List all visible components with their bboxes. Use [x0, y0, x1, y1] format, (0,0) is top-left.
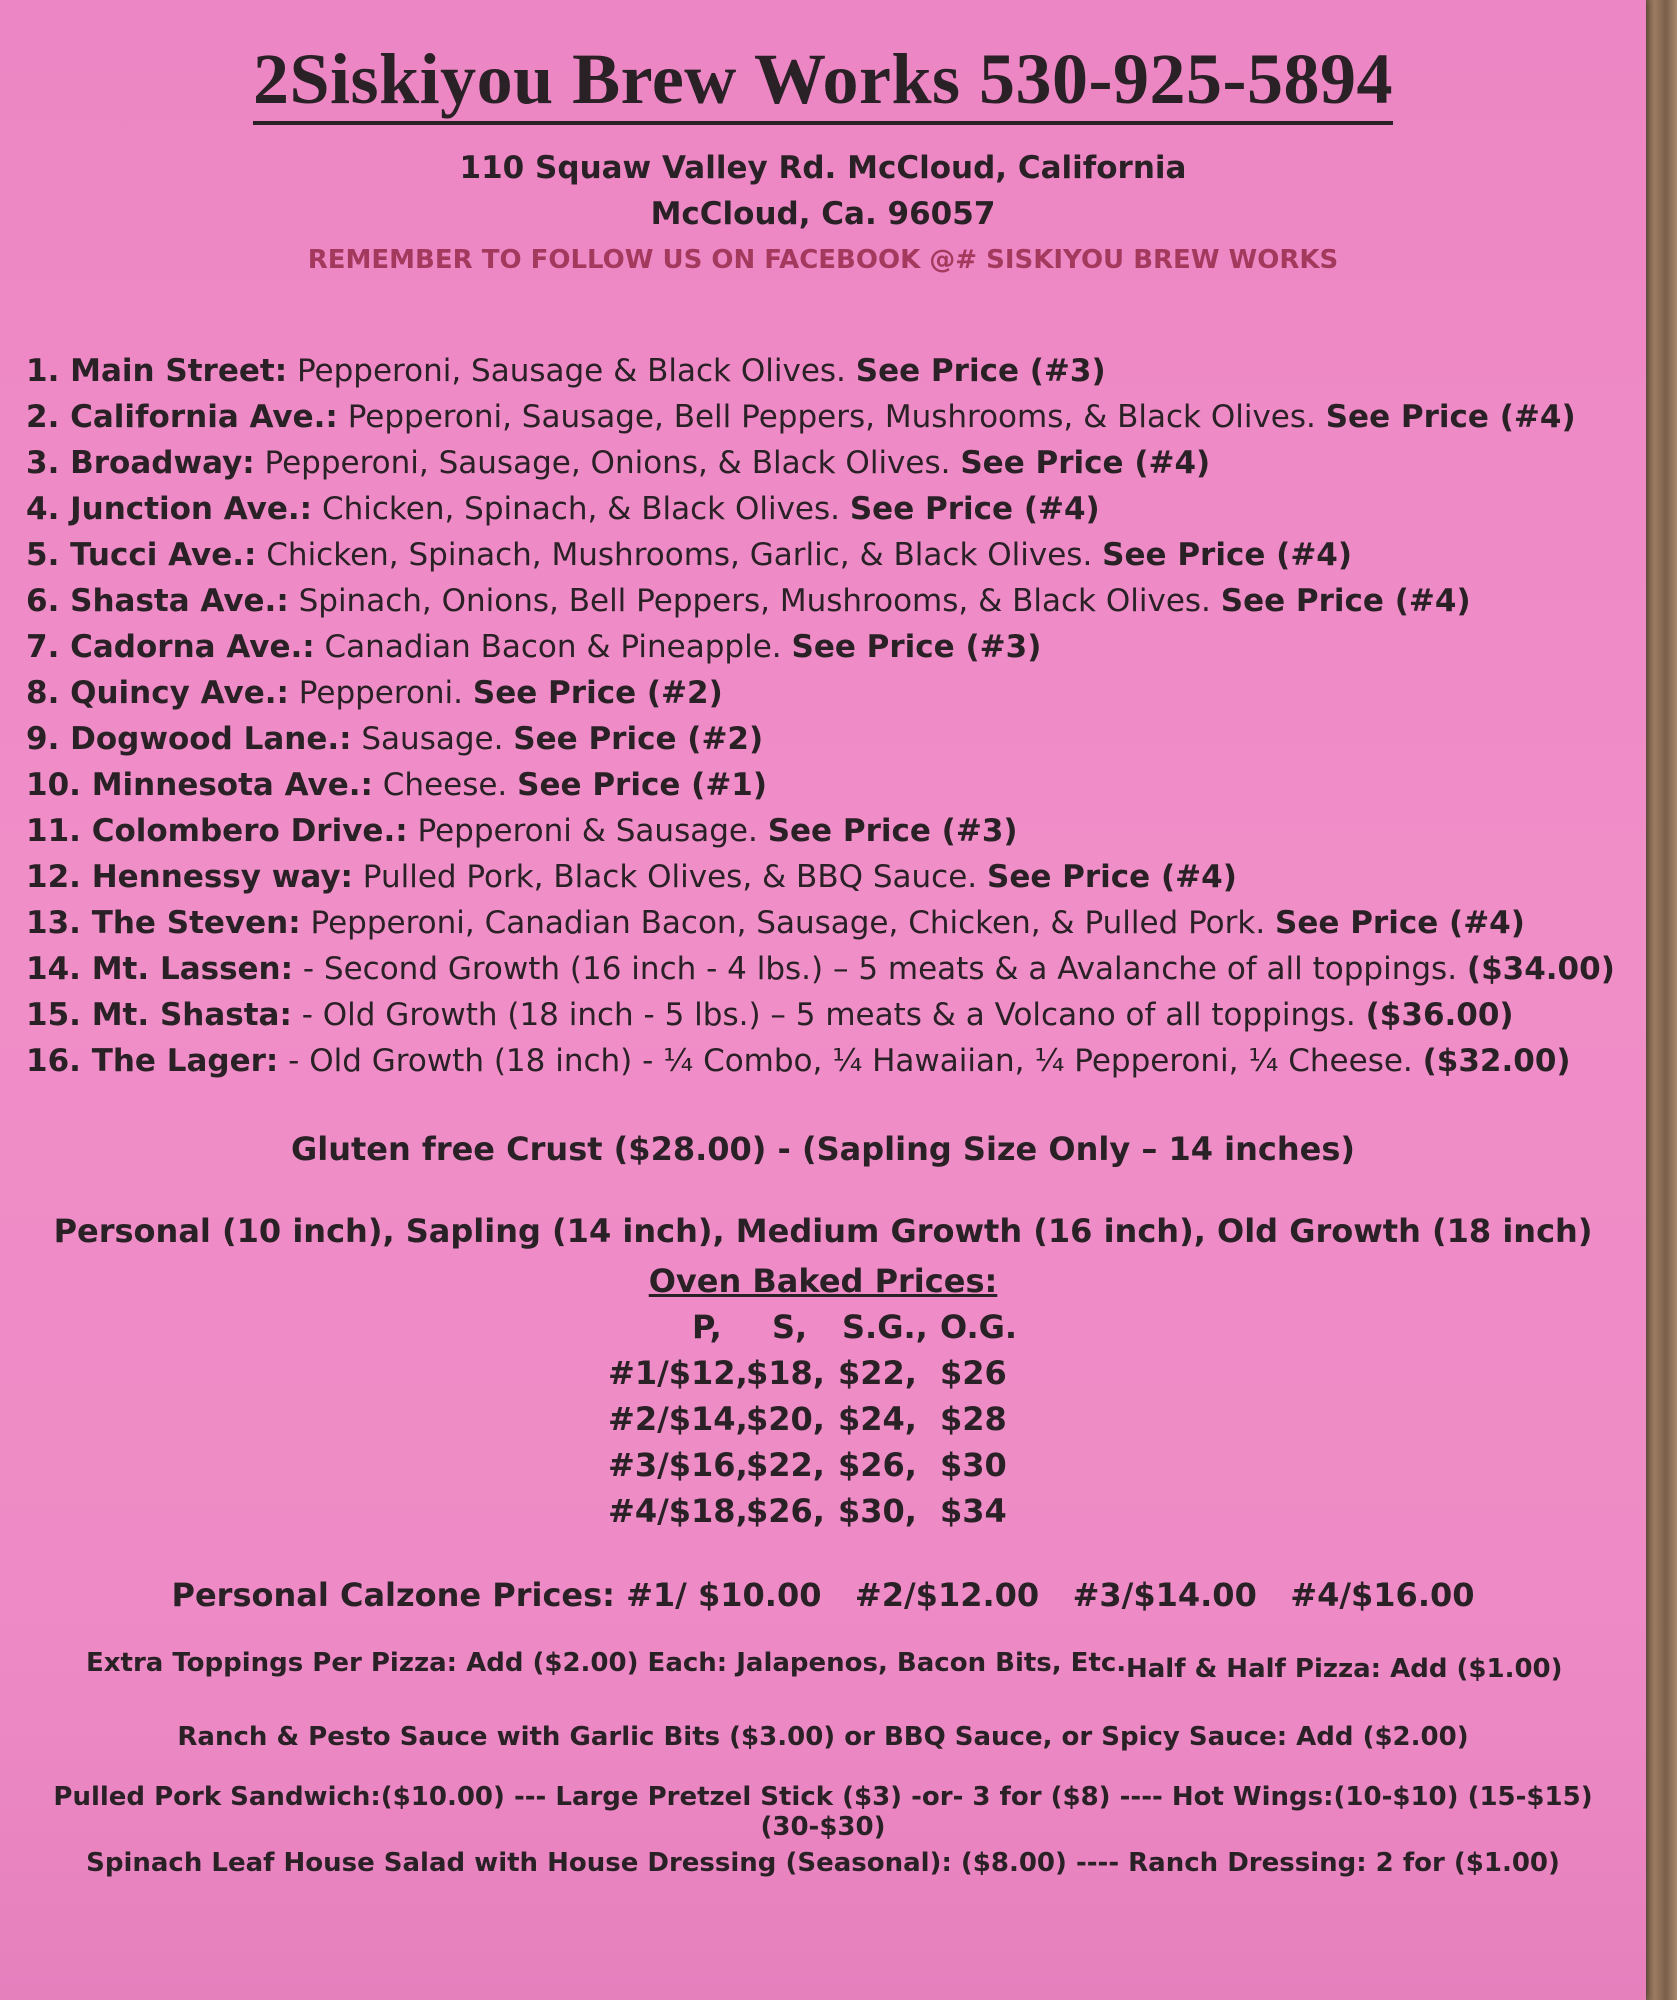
pizza-item: 1. Main Street: Pepperoni, Sausage & Black Olives. See Price (#3) — [26, 353, 1106, 389]
gluten-free-note: Gluten free Crust ($28.00) - (Sapling Size Only – 14 inches) — [290, 1130, 1356, 1168]
address-line-1: 110 Squaw Valley Rd. McCloud, California — [459, 150, 1187, 186]
price-cell: $26, — [838, 1446, 917, 1484]
price-cell: #4/$18, — [608, 1492, 748, 1530]
pizza-item: 10. Minnesota Ave.: Cheese. See Price (#1) — [26, 767, 768, 803]
pizza-item: 3. Broadway: Pepperoni, Sausage, Onions, & Black Olives. See Price (#4) — [26, 445, 1211, 481]
price-cell: #1/$12, — [608, 1354, 748, 1392]
price-cell: #2/$14, — [608, 1400, 748, 1438]
pizza-item: 9. Dogwood Lane.: Sausage. See Price (#2) — [26, 721, 764, 757]
facebook-notice: REMEMBER TO FOLLOW US ON FACEBOOK @# SISKIYOU BREW WORKS — [307, 245, 1339, 275]
oven-prices-title: Oven Baked Prices: — [648, 1262, 998, 1300]
pizza-item: 16. The Lager: - Old Growth (18 inch) - ¼ Combo, ¼ Hawaiian, ¼ Pepperoni, ¼ Cheese. ($32.00) — [26, 1043, 1571, 1079]
price-table — [0, 1308, 1646, 1538]
price-row — [0, 1446, 1646, 1492]
pizza-item: 15. Mt. Shasta: - Old Growth (18 inch - 5 lbs.) – 5 meats & a Volcano of all toppings. ($36.00) — [26, 997, 1514, 1033]
pizza-item: 5. Tucci Ave.: Chicken, Spinach, Mushrooms, Garlic, & Black Olives. See Price (#4) — [26, 537, 1353, 573]
extra-toppings: Extra Toppings Per Pizza: Add ($2.00) Each: Jalapenos, Bacon Bits, Etc. — [86, 1648, 1127, 1678]
header-cell: S, — [772, 1308, 808, 1346]
price-cell: $18, — [746, 1354, 825, 1392]
calzone-prices: Personal Calzone Prices: #1/ $10.00 #2/$12.00 #3/$14.00 #4/$16.00 — [171, 1576, 1475, 1614]
price-table-header — [0, 1308, 1646, 1354]
size-list: Personal (10 inch), Sapling (14 inch), Medium Growth (16 inch), Old Growth (18 inch) — [53, 1212, 1593, 1250]
price-cell: $28 — [940, 1400, 1007, 1438]
half-and-half: Half & Half Pizza: Add ($1.00) — [1126, 1654, 1563, 1684]
salad-line: Spinach Leaf House Salad with House Dressing (Seasonal): ($8.00) ---- Ranch Dressing: 2 for ($1.00) — [86, 1848, 1560, 1878]
price-cell: $26 — [940, 1354, 1007, 1392]
price-row — [0, 1492, 1646, 1538]
price-cell: $30 — [940, 1446, 1007, 1484]
header-cell: O.G. — [940, 1308, 1018, 1346]
pizza-item: 12. Hennessy way: Pulled Pork, Black Olives, & BBQ Sauce. See Price (#4) — [26, 859, 1237, 895]
price-cell: #3/$16, — [608, 1446, 748, 1484]
price-cell: $20, — [746, 1400, 825, 1438]
price-cell: $30, — [838, 1492, 917, 1530]
price-cell: $22, — [838, 1354, 917, 1392]
pizza-item: 8. Quincy Ave.: Pepperoni. See Price (#2) — [26, 675, 723, 711]
pizza-item: 7. Cadorna Ave.: Canadian Bacon & Pineapple. See Price (#3) — [26, 629, 1042, 665]
pizza-item: 11. Colombero Drive.: Pepperoni & Sausage. See Price (#3) — [26, 813, 1018, 849]
price-row — [0, 1354, 1646, 1400]
sides-line: Pulled Pork Sandwich:($10.00) --- Large Pretzel Stick ($3) -or- 3 for ($8) ---- Hot Wings:(10-$10) (15-$15) (30-$30) — [53, 1782, 1593, 1842]
header-cell: P, — [692, 1308, 722, 1346]
header-cell: S.G., — [842, 1308, 928, 1346]
price-cell: $34 — [940, 1492, 1007, 1530]
menu-title: 2Siskiyou Brew Works 530-925-5894 — [0, 38, 1646, 121]
price-cell: $22, — [746, 1446, 825, 1484]
price-row — [0, 1400, 1646, 1446]
price-cell: $26, — [746, 1492, 825, 1530]
pizza-item: 4. Junction Ave.: Chicken, Spinach, & Black Olives. See Price (#4) — [26, 491, 1100, 527]
pizza-item: 2. California Ave.: Pepperoni, Sausage, Bell Peppers, Mushrooms, & Black Olives. See Price (#4) — [26, 399, 1576, 435]
price-cell: $24, — [838, 1400, 917, 1438]
pizza-list — [26, 348, 1626, 1084]
pizza-item: 14. Mt. Lassen: - Second Growth (16 inch - 4 lbs.) – 5 meats & a Avalanche of all toppings. ($34.00) — [26, 951, 1615, 987]
pizza-item: 13. The Steven: Pepperoni, Canadian Bacon, Sausage, Chicken, & Pulled Pork. See Price (#4) — [26, 905, 1525, 941]
address-line-2: McCloud, Ca. 96057 — [650, 196, 996, 232]
pizza-item: 6. Shasta Ave.: Spinach, Onions, Bell Peppers, Mushrooms, & Black Olives. See Price (#4) — [26, 583, 1471, 619]
sauce-options: Ranch & Pesto Sauce with Garlic Bits ($3.00) or BBQ Sauce, or Spicy Sauce: Add ($2.00) — [177, 1722, 1469, 1752]
